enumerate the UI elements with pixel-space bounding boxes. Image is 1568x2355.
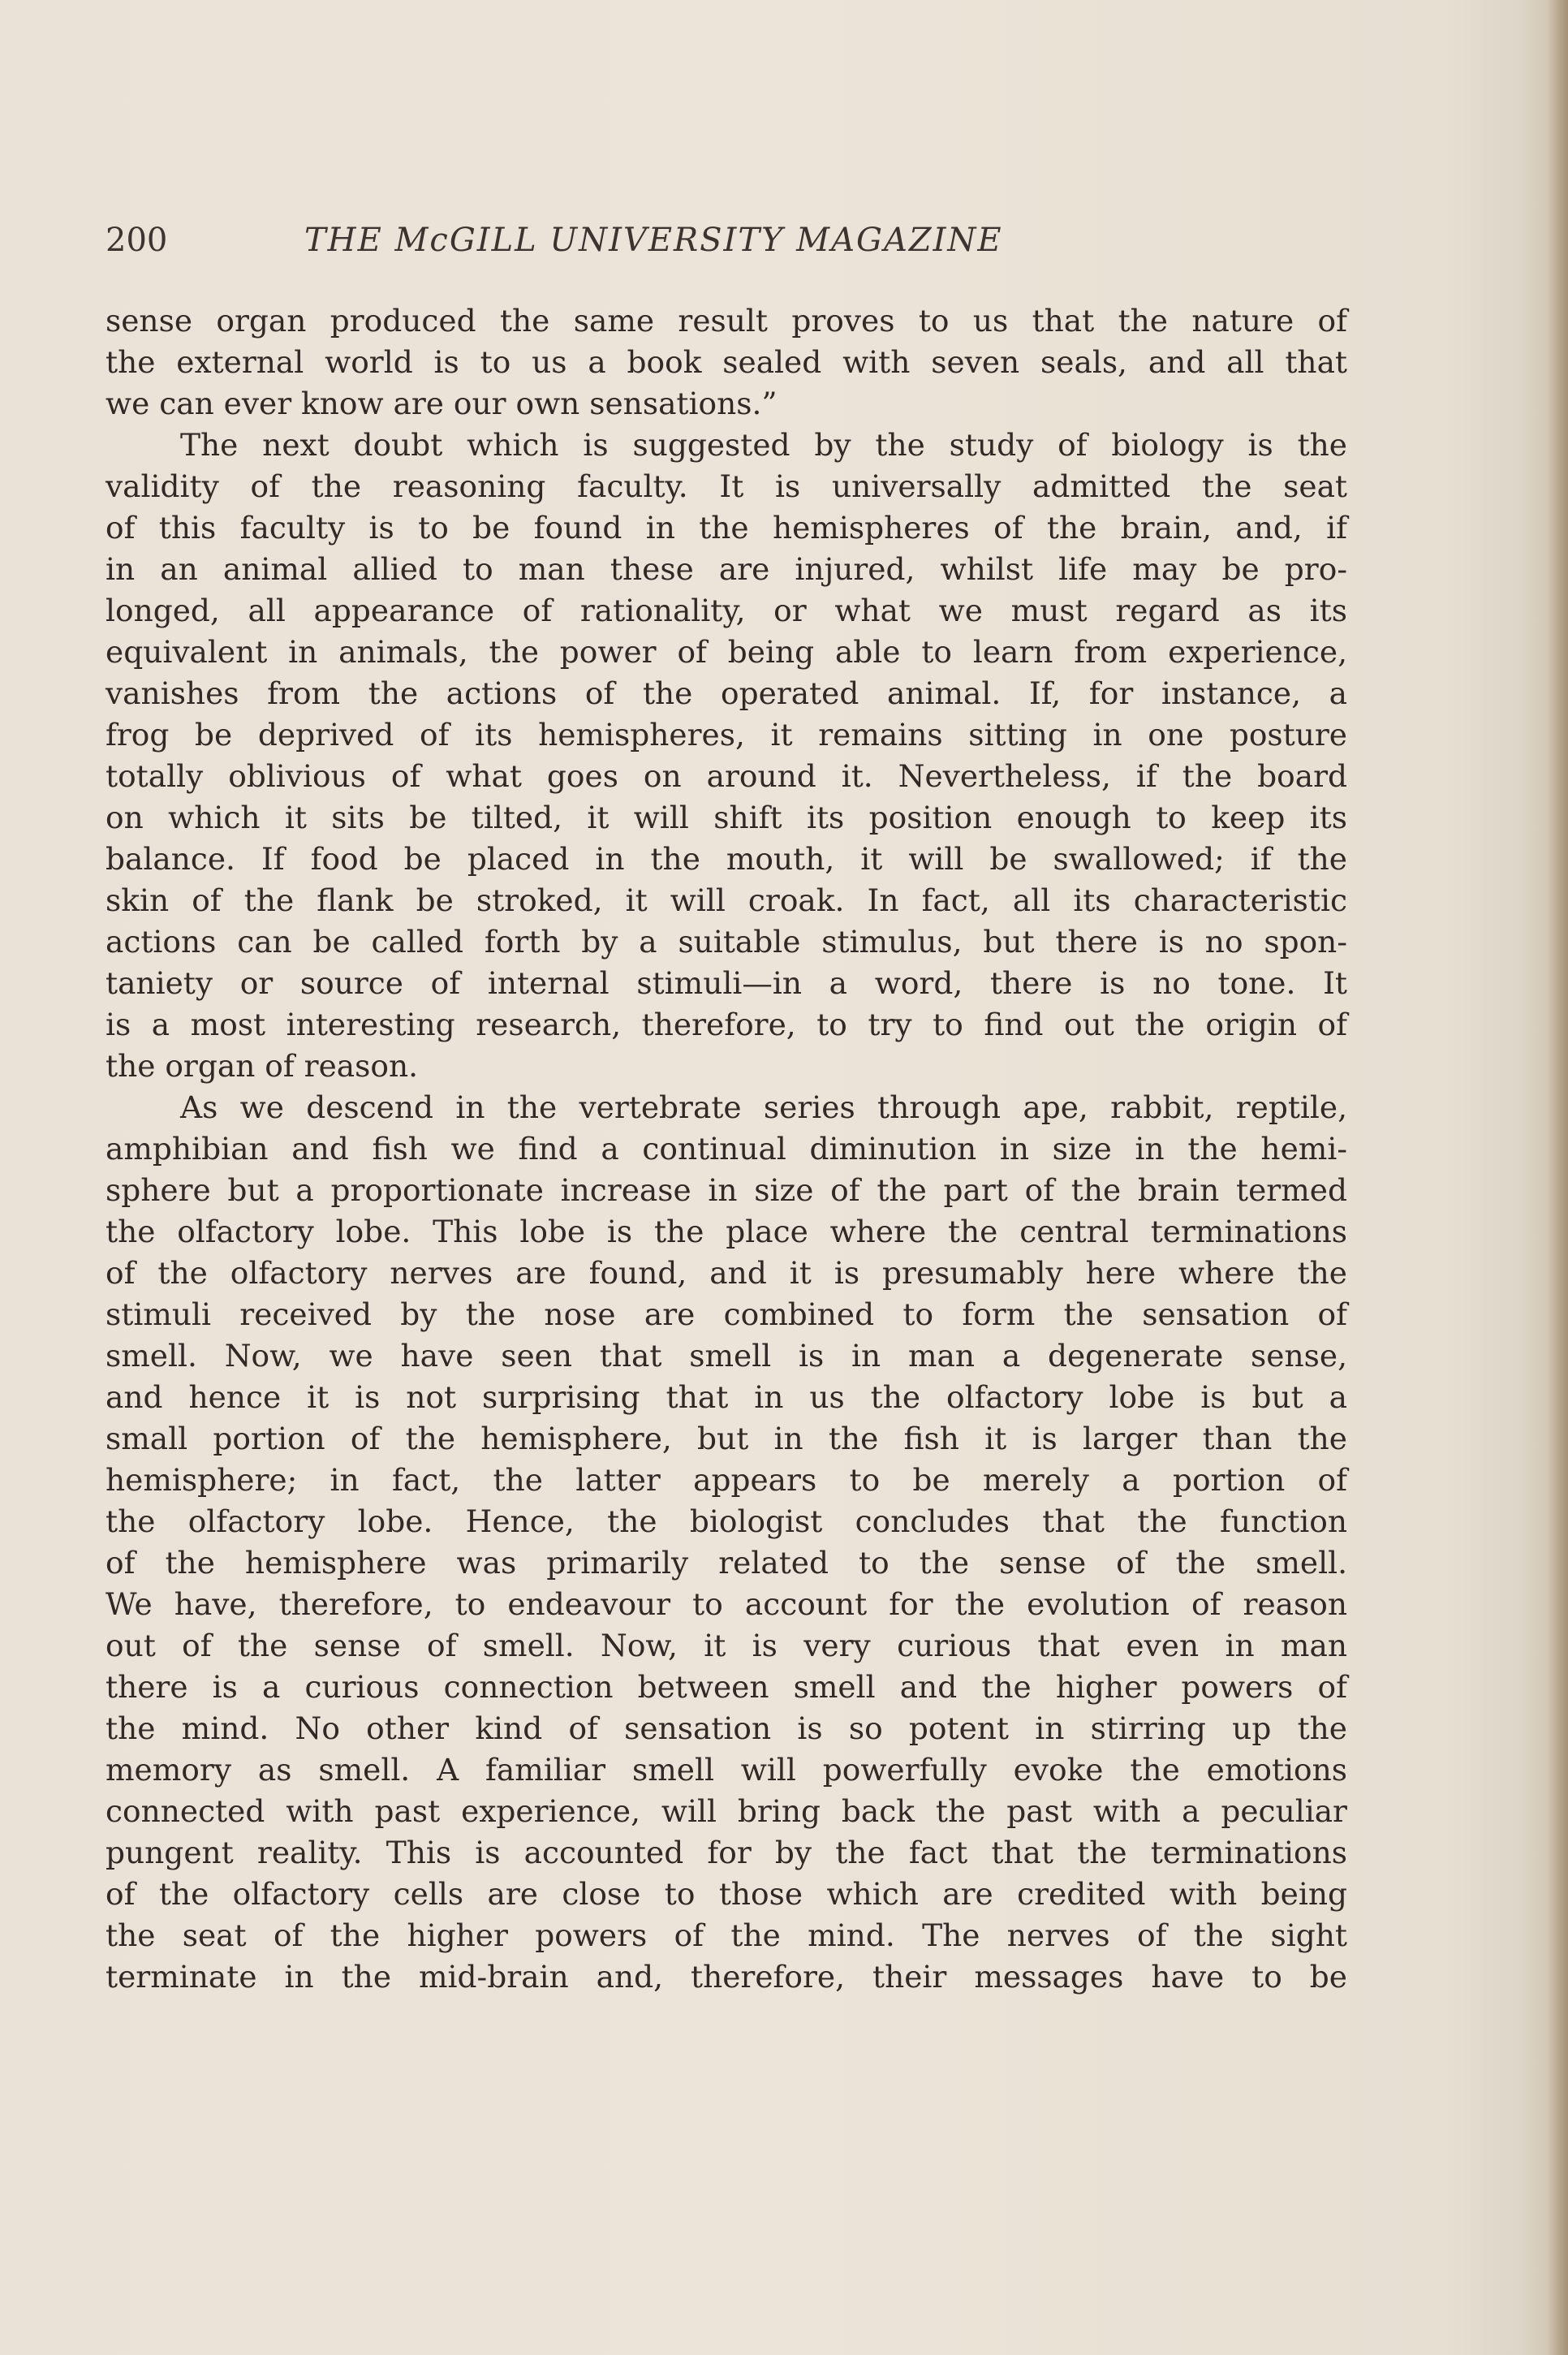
text-line: validity of the reasoning faculty. It is universally admitted the seat	[106, 468, 1347, 504]
text-line: there is a curious connection between smell and the higher powers of	[106, 1669, 1347, 1705]
text-line: smell. Now, we have seen that smell is in man a degenerate sense,	[106, 1338, 1347, 1374]
text-line: memory as smell. A familiar smell will powerfully evoke the emotions	[106, 1752, 1347, 1788]
text-line: skin of the flank be stroked, it will croak. In fact, all its characteristic	[106, 882, 1347, 918]
text-line: and hence it is not surprising that in us the olfactory lobe is but a	[106, 1379, 1347, 1415]
page-edge	[1547, 0, 1568, 2355]
text-line: the mind. No other kind of sensation is so potent in stirring up the	[106, 1710, 1347, 1746]
text-line: sphere but a proportionate increase in size of the part of the brain termed	[106, 1172, 1347, 1208]
text-line: small portion of the hemisphere, but in the fish it is larger than the	[106, 1421, 1347, 1456]
text-line: out of the sense of smell. Now, it is very curious that even in man	[106, 1628, 1347, 1663]
text-line: in an animal allied to man these are injured, whilst life may be pro-	[106, 551, 1347, 587]
text-line: of the olfactory cells are close to those which are credited with being	[106, 1876, 1347, 1912]
text-line: the olfactory lobe. Hence, the biologist concludes that the function	[106, 1503, 1347, 1539]
text-line: of the olfactory nerves are found, and it is presumably here where the	[106, 1255, 1347, 1291]
text-line: frog be deprived of its hemispheres, it remains sitting in one posture	[106, 717, 1347, 753]
text-line: hemisphere; in fact, the latter appears to be merely a portion of	[106, 1462, 1347, 1498]
text-line: longed, all appearance of rationality, or what we must regard as its	[106, 593, 1347, 628]
text-line: the seat of the higher powers of the mind. The nerves of the sight	[106, 1917, 1347, 1953]
text-line: on which it sits be tilted, it will shift its position enough to keep its	[106, 800, 1347, 835]
running-title: THE McGILL UNIVERSITY MAGAZINE	[304, 222, 1003, 259]
page-number: 200	[106, 222, 168, 259]
text-line: taniety or source of internal stimuli—in a word, there is no tone. It	[106, 965, 1347, 1001]
text-line: the external world is to us a book sealed with seven seals, and all that	[106, 344, 1347, 380]
text-line: The next doubt which is suggested by the study of biology is the	[180, 427, 1347, 463]
text-line: balance. If food be placed in the mouth, it will be swallowed; if the	[106, 841, 1347, 877]
text-line: We have, therefore, to endeavour to account for the evolution of reason	[106, 1586, 1347, 1622]
text-line: stimuli received by the nose are combined to form the sensation of	[106, 1296, 1347, 1332]
text-line: totally oblivious of what goes on around it. Nevertheless, if the board	[106, 758, 1347, 794]
text-line: is a most interesting research, therefore, to try to find out the origin of	[106, 1007, 1347, 1042]
text-line: terminate in the mid-brain and, therefore, their messages have to be	[106, 1959, 1347, 1995]
text-line: the organ of reason.	[106, 1048, 419, 1084]
text-line: of this faculty is to be found in the hemispheres of the brain, and, if	[106, 510, 1347, 546]
text-line: of the hemisphere was primarily related to the sense of the smell.	[106, 1545, 1347, 1581]
text-line: As we descend in the vertebrate series through ape, rabbit, reptile,	[180, 1089, 1347, 1125]
text-line: connected with past experience, will bring back the past with a peculiar	[106, 1793, 1347, 1829]
text-line: pungent reality. This is accounted for by the fact that the terminations	[106, 1835, 1347, 1870]
text-line: actions can be called forth by a suitable stimulus, but there is no spon-	[106, 924, 1347, 960]
text-line: the olfactory lobe. This lobe is the place where the central terminations	[106, 1214, 1347, 1249]
text-line: sense organ produced the same result proves to us that the nature of	[106, 303, 1347, 339]
body-text	[106, 300, 1347, 1998]
text-line: equivalent in animals, the power of being able to learn from experience,	[106, 634, 1347, 670]
text-line: we can ever know are our own sensations.”	[106, 386, 778, 421]
text-line: vanishes from the actions of the operated animal. If, for instance, a	[106, 675, 1347, 711]
text-line: amphibian and fish we find a continual diminution in size in the hemi-	[106, 1131, 1347, 1167]
page-header	[106, 218, 1096, 263]
